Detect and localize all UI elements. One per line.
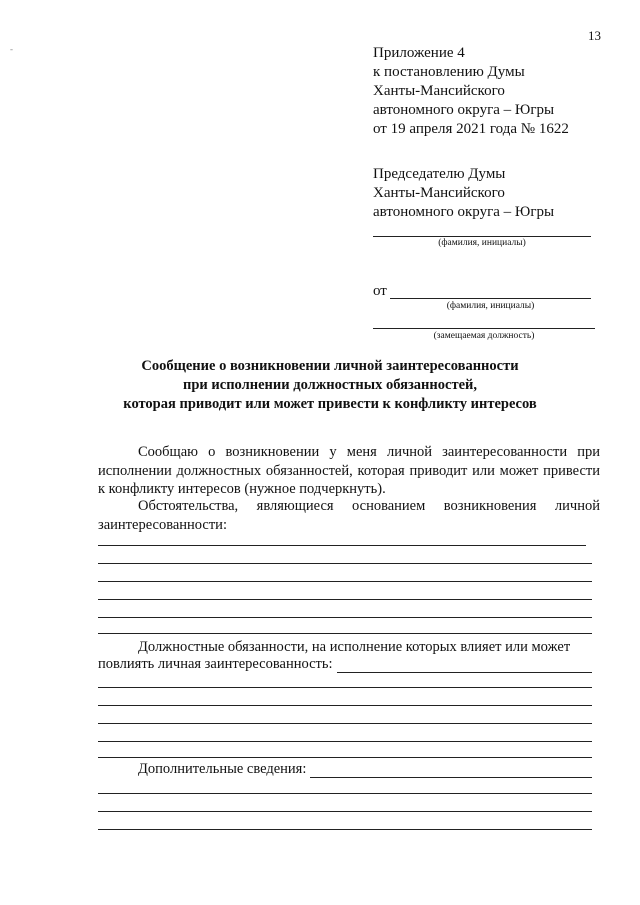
sender-name-field[interactable]: [390, 298, 591, 299]
appendix-line: Приложение 4: [373, 45, 465, 61]
appendix-header: [373, 44, 569, 139]
addressee-line: автономного округа – Югры: [373, 204, 555, 220]
title-line: которая приводит или может привести к конфликту интересов: [123, 396, 537, 412]
paragraph-text: Должностные обязанности, на исполнение которых влияет или может: [138, 639, 571, 655]
title-line: при исполнении должностных обязанностей,: [183, 377, 477, 393]
circumstances-field-line[interactable]: [98, 545, 586, 546]
additional-field-line[interactable]: [98, 829, 592, 830]
paragraph-text: Обстоятельства, являющиеся основанием возникновения личной заинтересованности:: [98, 498, 600, 533]
additional-field-line[interactable]: [98, 811, 592, 812]
margin-mark: -: [10, 44, 13, 54]
addressee-line: Председателю Думы: [373, 166, 506, 182]
page-number: 13: [588, 28, 601, 43]
appendix-line: автономного округа – Югры: [373, 102, 555, 118]
paragraph-text: Сообщаю о возникновении у меня личной заинтересованности при исполнении должностных обязанностей, которая приводит или может привести к конфликту интересов (нужное подчеркнуть).: [98, 444, 600, 497]
circumstances-field-line[interactable]: [98, 563, 592, 564]
additional-field-line[interactable]: [310, 763, 592, 778]
duties-field-line[interactable]: [337, 658, 592, 673]
duties-field-line[interactable]: [98, 741, 592, 742]
addressee-block: [373, 165, 554, 222]
duties-field-line[interactable]: [98, 723, 592, 724]
appendix-line: Ханты-Мансийского: [373, 83, 505, 99]
addressee-line: Ханты-Мансийского: [373, 185, 505, 201]
circumstances-field-line[interactable]: [98, 599, 592, 600]
appendix-line: к постановлению Думы: [373, 64, 525, 80]
paragraph-circumstances: [98, 497, 600, 534]
paragraph-report: [98, 443, 600, 499]
duties-field-line[interactable]: [98, 757, 592, 758]
appendix-line: от 19 апреля 2021 года № 1622: [373, 121, 569, 137]
sender-name-caption: (фамилия, инициалы): [446, 301, 535, 311]
circumstances-field-line[interactable]: [98, 633, 592, 634]
title-line: Сообщение о возникновении личной заинтересованности: [141, 358, 519, 374]
document-title: [80, 357, 580, 414]
sender-position-field[interactable]: [373, 328, 595, 329]
circumstances-field-line[interactable]: [98, 581, 592, 582]
paragraph-text: повлиять личная заинтересованность:: [98, 656, 333, 672]
addressee-name-field[interactable]: [373, 236, 591, 237]
duties-field-line[interactable]: [98, 705, 592, 706]
sender-position-caption: (замещаемая должность): [433, 331, 535, 341]
circumstances-field-line[interactable]: [98, 617, 592, 618]
addressee-name-caption: (фамилия, инициалы): [438, 238, 526, 248]
paragraph-text: Дополнительные сведения:: [138, 761, 307, 777]
additional-field-line[interactable]: [98, 793, 592, 794]
paragraph-duties: [98, 638, 600, 657]
duties-inline-row: [98, 655, 592, 673]
additional-info-row: [138, 760, 592, 778]
duties-field-line[interactable]: [98, 687, 592, 688]
from-label: от: [373, 283, 387, 299]
